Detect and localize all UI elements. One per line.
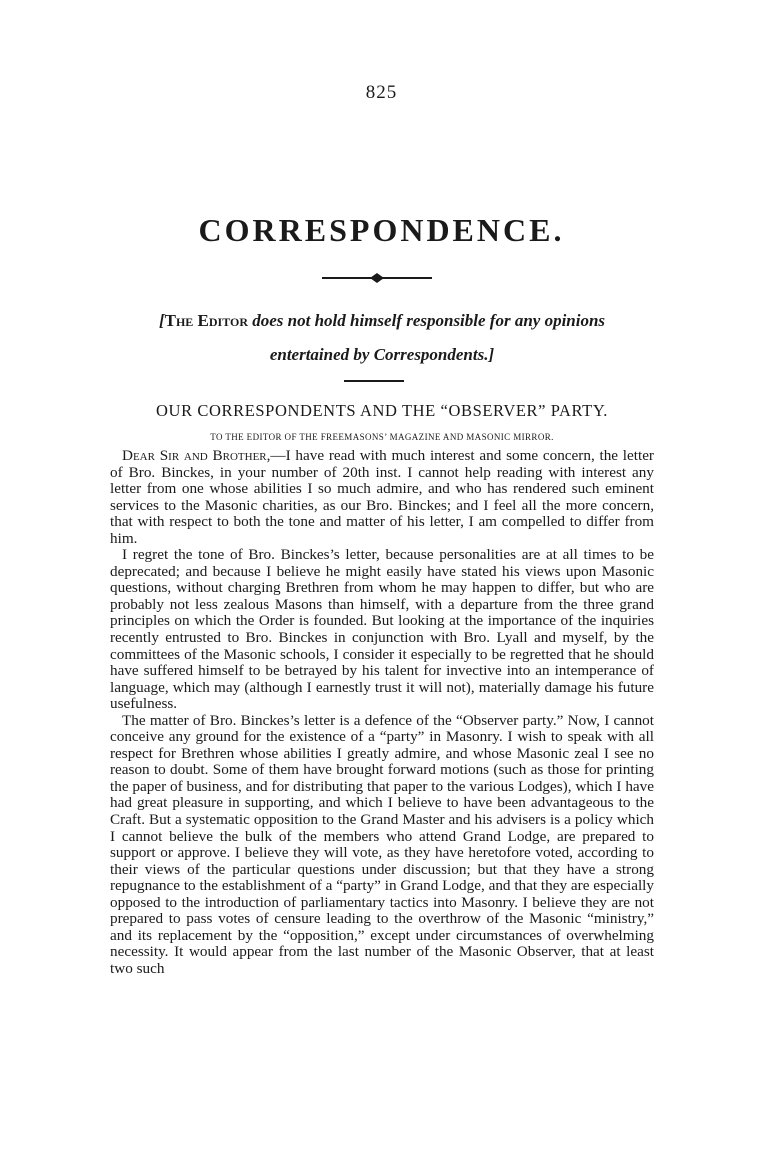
section-divider	[344, 380, 404, 382]
page-number: 825	[365, 82, 398, 103]
disclaimer-editor: The Editor	[164, 311, 248, 330]
page-title: CORRESPONDENCE.	[198, 212, 565, 248]
letter-body	[110, 448, 654, 978]
letter-salutation: Dear Sir and Brother,	[122, 447, 271, 464]
diamond-rule-ornament	[322, 272, 432, 284]
body-paragraph	[110, 448, 654, 547]
letter-address: TO THE EDITOR OF THE FREEMASONS’ MAGAZINE AND MASONIC MIRROR.	[210, 432, 554, 442]
body-paragraph: The matter of Bro. Binckes’s letter is a defence of the “Observer party.” Now, I cannot conceive any ground for the existence of a “party” in Masonry. I wish to speak with all respect for Brethren whose abilities I greatly admire, and whose Masonic zeal I see no reason to doubt. Some of them have brought forward motions (such as those for printing the paper of business, and for distributing that paper to the various Lodges), which I have had great pleasure in supporting, and which I believe to have been advantageous to the Craft. But a systematic opposition to the Grand Master and his advisers is a policy which I cannot believe the bulk of the members who attend Grand Lodge, are prepared to support or approve. I believe they will vote, as they have heretofore voted, according to their views of the particular questions under discussion; but that they have a strong repugnance to the establishment of a “party” in Grand Lodge, and that they are especially opposed to the introduction of parliamentary tactics into Masonry. I believe they are not prepared to pass votes of censure leading to the overthrow of the Masonic “ministry,” and its replacement by the “opposition,” except under circumstances of overwhelming necessity. It would appear from the last number of the Masonic Observer, that at least two such	[110, 711, 654, 977]
article-heading: OUR CORRESPONDENTS AND THE “OBSERVER” PARTY.	[156, 401, 608, 420]
editor-disclaimer	[120, 304, 644, 372]
disclaimer-close-bracket: ]	[488, 345, 495, 364]
disclaimer-open-bracket: [	[158, 311, 165, 330]
body-paragraph: I regret the tone of Bro. Binckes’s letter, because personalities are at all times to be deprecated; and because I believe he might easily have stated his views upon Masonic questions, without charging Brethren from whom he may happen to differ, but who are probably not less zealous Masons than himself, with a departure from the three grand principles on which the Order is founded. But looking at the importance of the inquiries recently entrusted to Bro. Binckes in conjunction with Bro. Lyall and myself, by the committees of the Masonic schools, I consider it especially to be regretted that he should have suffered himself to be betrayed by his talent for invective into an intemperance of language, which may (although I earnestly trust it will not), materially damage his future usefulness.	[110, 546, 654, 713]
disclaimer-text: does not hold himself responsible for any opinions entertained by Correspondents.	[248, 311, 606, 364]
paragraph-text: —I have read with much interest and some concern, the letter of Bro. Binckes, in your number of 20th inst. I cannot help reading with interest any letter from one whose abilities I so much admire, and who has rendered such eminent services to the Masonic charities, as our Bro. Binckes; and I feel all the more concern, that with respect to both the tone and matter of his letter, I am compelled to differ from him.	[110, 447, 654, 547]
